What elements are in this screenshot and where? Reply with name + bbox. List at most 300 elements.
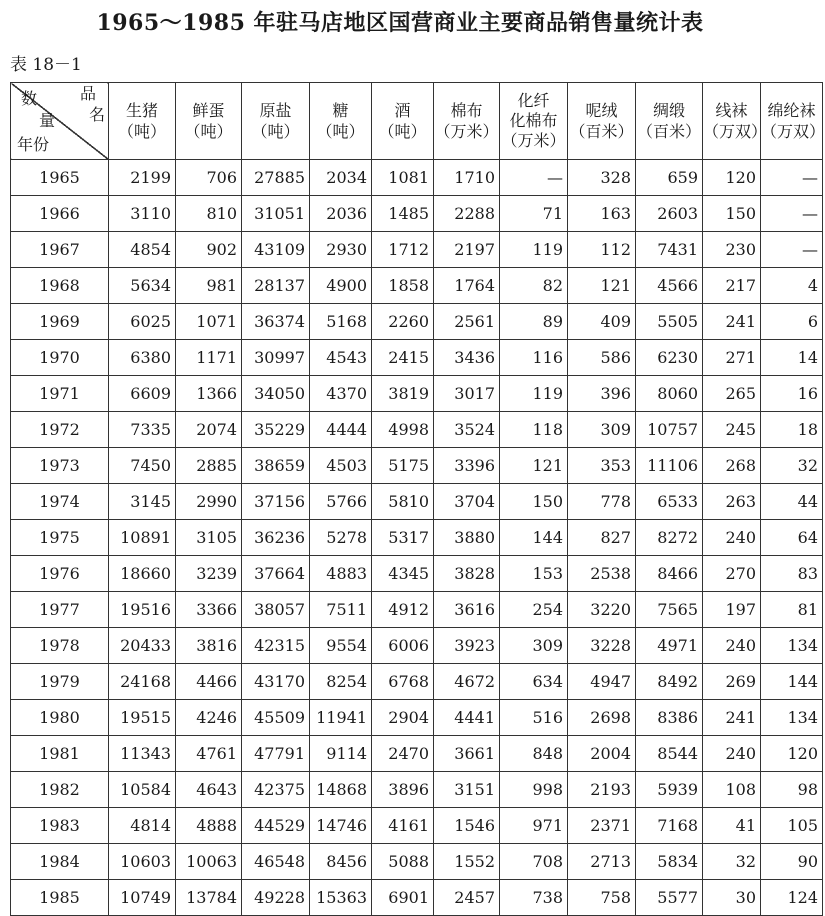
value-cell: 241: [703, 304, 761, 340]
value-cell: 1366: [176, 376, 242, 412]
value-cell: 240: [703, 628, 761, 664]
table-row: [11, 736, 823, 772]
year-cell: 1980: [11, 700, 109, 736]
column-name: 糖: [332, 101, 349, 120]
value-cell: 8060: [636, 376, 703, 412]
value-cell: 7565: [636, 592, 703, 628]
value-cell: 3661: [434, 736, 500, 772]
value-cell: 516: [500, 700, 568, 736]
value-cell: 144: [500, 520, 568, 556]
value-cell: 4345: [372, 556, 434, 592]
year-cell: 1985: [11, 880, 109, 916]
value-cell: 5168: [310, 304, 372, 340]
value-cell: 7431: [636, 232, 703, 268]
value-cell: 6533: [636, 484, 703, 520]
value-cell: 2036: [310, 196, 372, 232]
value-cell: 3105: [176, 520, 242, 556]
value-cell: 4444: [310, 412, 372, 448]
value-cell: 11106: [636, 448, 703, 484]
value-cell: 8544: [636, 736, 703, 772]
column-header-woolen: [568, 83, 636, 160]
value-cell: 2930: [310, 232, 372, 268]
column-name: 原盐: [259, 101, 292, 120]
value-cell: 2457: [434, 880, 500, 916]
year-cell: 1965: [11, 160, 109, 196]
value-cell: 89: [500, 304, 568, 340]
table-body: [11, 160, 823, 916]
column-unit: （吨）: [316, 122, 365, 141]
value-cell: 5577: [636, 880, 703, 916]
header-row: [11, 83, 823, 160]
value-cell: 1071: [176, 304, 242, 340]
value-cell: 4: [761, 268, 823, 304]
value-cell: 758: [568, 880, 636, 916]
value-cell: 981: [176, 268, 242, 304]
value-cell: 134: [761, 700, 823, 736]
value-cell: 49228: [242, 880, 310, 916]
column-unit: （百米）: [636, 122, 701, 141]
value-cell: 353: [568, 448, 636, 484]
value-cell: 810: [176, 196, 242, 232]
table-row: [11, 664, 823, 700]
year-cell: 1978: [11, 628, 109, 664]
value-cell: 4503: [310, 448, 372, 484]
value-cell: 848: [500, 736, 568, 772]
value-cell: 18: [761, 412, 823, 448]
value-cell: 105: [761, 808, 823, 844]
value-cell: 10749: [109, 880, 176, 916]
column-name: 鲜蛋: [192, 101, 225, 120]
value-cell: 4441: [434, 700, 500, 736]
value-cell: 6230: [636, 340, 703, 376]
value-cell: 6: [761, 304, 823, 340]
value-cell: 27885: [242, 160, 310, 196]
value-cell: 3228: [568, 628, 636, 664]
year-cell: 1976: [11, 556, 109, 592]
value-cell: 6609: [109, 376, 176, 412]
table-number: 表 18－1: [10, 55, 82, 75]
value-cell: 5766: [310, 484, 372, 520]
value-cell: 153: [500, 556, 568, 592]
column-unit: （万双）: [703, 122, 768, 141]
value-cell: 197: [703, 592, 761, 628]
value-cell: 7511: [310, 592, 372, 628]
corner-label-liang: 量: [39, 111, 56, 130]
value-cell: 240: [703, 736, 761, 772]
value-cell: 3220: [568, 592, 636, 628]
column-header-nylon-socks: [761, 83, 823, 160]
year-cell: 1984: [11, 844, 109, 880]
value-cell: 971: [500, 808, 568, 844]
table-row: [11, 340, 823, 376]
value-cell: 83: [761, 556, 823, 592]
value-cell: 3828: [434, 556, 500, 592]
year-cell: 1966: [11, 196, 109, 232]
value-cell: 120: [703, 160, 761, 196]
value-cell: 1712: [372, 232, 434, 268]
column-header-salt: [242, 83, 310, 160]
column-unit: （吨）: [251, 122, 300, 141]
value-cell: 32: [761, 448, 823, 484]
year-cell: 1972: [11, 412, 109, 448]
column-header-pig: [109, 83, 176, 160]
value-cell: 163: [568, 196, 636, 232]
value-cell: 328: [568, 160, 636, 196]
column-unit: （万米）: [434, 122, 499, 141]
value-cell: 4883: [310, 556, 372, 592]
value-cell: 8492: [636, 664, 703, 700]
value-cell: 34050: [242, 376, 310, 412]
value-cell: 1485: [372, 196, 434, 232]
value-cell: 10891: [109, 520, 176, 556]
value-cell: 30: [703, 880, 761, 916]
value-cell: 8456: [310, 844, 372, 880]
table-row: [11, 700, 823, 736]
value-cell: 121: [568, 268, 636, 304]
value-cell: 2197: [434, 232, 500, 268]
value-cell: 46548: [242, 844, 310, 880]
value-cell: 269: [703, 664, 761, 700]
value-cell: 396: [568, 376, 636, 412]
value-cell: 2990: [176, 484, 242, 520]
value-cell: 16: [761, 376, 823, 412]
value-cell: 14746: [310, 808, 372, 844]
value-cell: 5175: [372, 448, 434, 484]
table-row: [11, 772, 823, 808]
table-row: [11, 448, 823, 484]
table-row: [11, 376, 823, 412]
value-cell: 10757: [636, 412, 703, 448]
value-cell: 706: [176, 160, 242, 196]
value-cell: 827: [568, 520, 636, 556]
column-name: 绵纶袜: [767, 101, 816, 120]
value-cell: 3110: [109, 196, 176, 232]
value-cell: 4971: [636, 628, 703, 664]
year-cell: 1982: [11, 772, 109, 808]
value-cell: 1171: [176, 340, 242, 376]
value-cell: 98: [761, 772, 823, 808]
value-cell: 90: [761, 844, 823, 880]
column-header-liquor: [372, 83, 434, 160]
value-cell: 5505: [636, 304, 703, 340]
value-cell: 120: [761, 736, 823, 772]
value-cell: 2698: [568, 700, 636, 736]
value-cell: 2260: [372, 304, 434, 340]
sales-statistics-table: [10, 82, 823, 916]
value-cell: 24168: [109, 664, 176, 700]
column-unit: （吨）: [184, 122, 233, 141]
value-cell: 5317: [372, 520, 434, 556]
value-cell: 902: [176, 232, 242, 268]
value-cell: 2603: [636, 196, 703, 232]
value-cell: 2034: [310, 160, 372, 196]
value-cell: 2371: [568, 808, 636, 844]
value-cell: 119: [500, 232, 568, 268]
corner-label-year: 年份: [17, 135, 50, 154]
value-cell: 5278: [310, 520, 372, 556]
value-cell: 4814: [109, 808, 176, 844]
value-cell: 144: [761, 664, 823, 700]
value-cell: 2004: [568, 736, 636, 772]
year-cell: 1977: [11, 592, 109, 628]
value-cell: 15363: [310, 880, 372, 916]
table-row: [11, 484, 823, 520]
column-name-line2: 化棉布: [509, 111, 558, 130]
table-row: [11, 808, 823, 844]
table-row: [11, 592, 823, 628]
value-cell: 1858: [372, 268, 434, 304]
year-cell: 1979: [11, 664, 109, 700]
table-row: [11, 556, 823, 592]
value-cell: 586: [568, 340, 636, 376]
value-cell: 998: [500, 772, 568, 808]
value-cell: 5834: [636, 844, 703, 880]
column-name: 绸缎: [652, 101, 685, 120]
value-cell: 10063: [176, 844, 242, 880]
value-cell: 7335: [109, 412, 176, 448]
value-cell: 5634: [109, 268, 176, 304]
value-cell: 1764: [434, 268, 500, 304]
value-cell: 4854: [109, 232, 176, 268]
value-cell: 43170: [242, 664, 310, 700]
value-cell: 30997: [242, 340, 310, 376]
value-cell: 82: [500, 268, 568, 304]
value-cell: 4246: [176, 700, 242, 736]
value-cell: 3896: [372, 772, 434, 808]
value-cell: 309: [500, 628, 568, 664]
corner-header-cell: [11, 83, 109, 160]
value-cell: 3366: [176, 592, 242, 628]
value-cell: 6006: [372, 628, 434, 664]
year-cell: 1967: [11, 232, 109, 268]
year-cell: 1973: [11, 448, 109, 484]
value-cell: 4370: [310, 376, 372, 412]
column-unit: （万双）: [761, 122, 825, 141]
value-cell: 2193: [568, 772, 636, 808]
value-cell: 3151: [434, 772, 500, 808]
value-cell: 20433: [109, 628, 176, 664]
value-cell: 240: [703, 520, 761, 556]
value-cell: 19515: [109, 700, 176, 736]
value-cell: 230: [703, 232, 761, 268]
value-cell: 10584: [109, 772, 176, 808]
value-cell: 37156: [242, 484, 310, 520]
value-cell: 124: [761, 880, 823, 916]
value-cell: 254: [500, 592, 568, 628]
value-cell: 13784: [176, 880, 242, 916]
value-cell: 2713: [568, 844, 636, 880]
value-cell: 217: [703, 268, 761, 304]
value-cell: 2538: [568, 556, 636, 592]
value-cell: 3145: [109, 484, 176, 520]
table-row: [11, 232, 823, 268]
value-cell: 3239: [176, 556, 242, 592]
column-header-sugar: [310, 83, 372, 160]
year-cell: 1981: [11, 736, 109, 772]
value-cell: 4900: [310, 268, 372, 304]
value-cell: 4161: [372, 808, 434, 844]
value-cell: 36374: [242, 304, 310, 340]
value-cell: 28137: [242, 268, 310, 304]
value-cell: 112: [568, 232, 636, 268]
year-cell: 1971: [11, 376, 109, 412]
value-cell: 241: [703, 700, 761, 736]
value-cell: 4912: [372, 592, 434, 628]
value-cell: 42375: [242, 772, 310, 808]
corner-label-pin: 品: [79, 84, 96, 103]
value-cell: 2561: [434, 304, 500, 340]
value-cell: 8254: [310, 664, 372, 700]
value-cell: 3816: [176, 628, 242, 664]
value-cell: 2288: [434, 196, 500, 232]
value-cell: 4888: [176, 808, 242, 844]
column-name: 生猪: [125, 101, 158, 120]
column-unit: （百米）: [569, 122, 634, 141]
table-row: [11, 880, 823, 916]
value-cell: 2470: [372, 736, 434, 772]
value-cell: 3396: [434, 448, 500, 484]
column-name: 化纤: [517, 91, 550, 110]
value-cell: 116: [500, 340, 568, 376]
value-cell: 245: [703, 412, 761, 448]
value-cell: 18660: [109, 556, 176, 592]
value-cell: 38057: [242, 592, 310, 628]
value-cell: 47791: [242, 736, 310, 772]
column-header-cotton-cloth: [434, 83, 500, 160]
value-cell: 3616: [434, 592, 500, 628]
column-unit: （吨）: [378, 122, 427, 141]
value-cell: 4761: [176, 736, 242, 772]
year-cell: 1968: [11, 268, 109, 304]
value-cell: 6768: [372, 664, 434, 700]
corner-label-ming: 名: [88, 105, 105, 124]
column-name: 呢绒: [585, 101, 618, 120]
value-cell: 43109: [242, 232, 310, 268]
value-cell: 738: [500, 880, 568, 916]
value-cell: 708: [500, 844, 568, 880]
table-row: [11, 628, 823, 664]
value-cell: 44529: [242, 808, 310, 844]
value-cell: 265: [703, 376, 761, 412]
value-cell: 2415: [372, 340, 434, 376]
table-title: 1965～1985 年驻马店地区国营商业主要商品销售量统计表: [96, 10, 704, 36]
column-name: 棉布: [450, 101, 483, 120]
value-cell: 45509: [242, 700, 310, 736]
value-cell: 3880: [434, 520, 500, 556]
value-cell: 44: [761, 484, 823, 520]
column-name: 酒: [394, 101, 411, 120]
table-row: [11, 520, 823, 556]
value-cell: 8466: [636, 556, 703, 592]
column-header-silk: [636, 83, 703, 160]
value-cell: 81: [761, 592, 823, 628]
value-cell: 3017: [434, 376, 500, 412]
column-unit: （万米）: [501, 131, 566, 150]
value-cell: 8386: [636, 700, 703, 736]
value-cell: 4998: [372, 412, 434, 448]
value-cell: 1081: [372, 160, 434, 196]
value-cell: 64: [761, 520, 823, 556]
value-cell: —: [761, 232, 823, 268]
value-cell: 3704: [434, 484, 500, 520]
value-cell: 3819: [372, 376, 434, 412]
value-cell: 119: [500, 376, 568, 412]
value-cell: 134: [761, 628, 823, 664]
value-cell: 271: [703, 340, 761, 376]
value-cell: 4543: [310, 340, 372, 376]
value-cell: 3524: [434, 412, 500, 448]
table-row: [11, 268, 823, 304]
value-cell: 108: [703, 772, 761, 808]
value-cell: 1552: [434, 844, 500, 880]
value-cell: 4566: [636, 268, 703, 304]
value-cell: 118: [500, 412, 568, 448]
value-cell: 9554: [310, 628, 372, 664]
year-cell: 1983: [11, 808, 109, 844]
column-unit: （吨）: [117, 122, 166, 141]
year-cell: 1974: [11, 484, 109, 520]
value-cell: —: [761, 196, 823, 232]
value-cell: 9114: [310, 736, 372, 772]
value-cell: 309: [568, 412, 636, 448]
value-cell: 2199: [109, 160, 176, 196]
value-cell: 41: [703, 808, 761, 844]
value-cell: 2885: [176, 448, 242, 484]
value-cell: 11343: [109, 736, 176, 772]
value-cell: 4643: [176, 772, 242, 808]
value-cell: 5810: [372, 484, 434, 520]
column-header-eggs: [176, 83, 242, 160]
value-cell: 1546: [434, 808, 500, 844]
table-row: [11, 304, 823, 340]
value-cell: 2074: [176, 412, 242, 448]
value-cell: 36236: [242, 520, 310, 556]
year-cell: 1970: [11, 340, 109, 376]
value-cell: 14: [761, 340, 823, 376]
value-cell: 3436: [434, 340, 500, 376]
value-cell: 5088: [372, 844, 434, 880]
value-cell: 3923: [434, 628, 500, 664]
value-cell: 268: [703, 448, 761, 484]
value-cell: 1710: [434, 160, 500, 196]
column-header-cotton-socks: [703, 83, 768, 160]
value-cell: —: [500, 160, 568, 196]
value-cell: 4466: [176, 664, 242, 700]
value-cell: 19516: [109, 592, 176, 628]
value-cell: —: [761, 160, 823, 196]
column-header-synthetic-cloth: [500, 83, 568, 160]
value-cell: 31051: [242, 196, 310, 232]
value-cell: 121: [500, 448, 568, 484]
value-cell: 263: [703, 484, 761, 520]
table-row: [11, 412, 823, 448]
value-cell: 32: [703, 844, 761, 880]
value-cell: 7450: [109, 448, 176, 484]
value-cell: 7168: [636, 808, 703, 844]
value-cell: 35229: [242, 412, 310, 448]
value-cell: 778: [568, 484, 636, 520]
value-cell: 10603: [109, 844, 176, 880]
column-name: 线袜: [715, 101, 748, 120]
value-cell: 270: [703, 556, 761, 592]
table-row: [11, 844, 823, 880]
year-cell: 1975: [11, 520, 109, 556]
value-cell: 2904: [372, 700, 434, 736]
value-cell: 37664: [242, 556, 310, 592]
year-cell: 1969: [11, 304, 109, 340]
value-cell: 409: [568, 304, 636, 340]
value-cell: 5939: [636, 772, 703, 808]
